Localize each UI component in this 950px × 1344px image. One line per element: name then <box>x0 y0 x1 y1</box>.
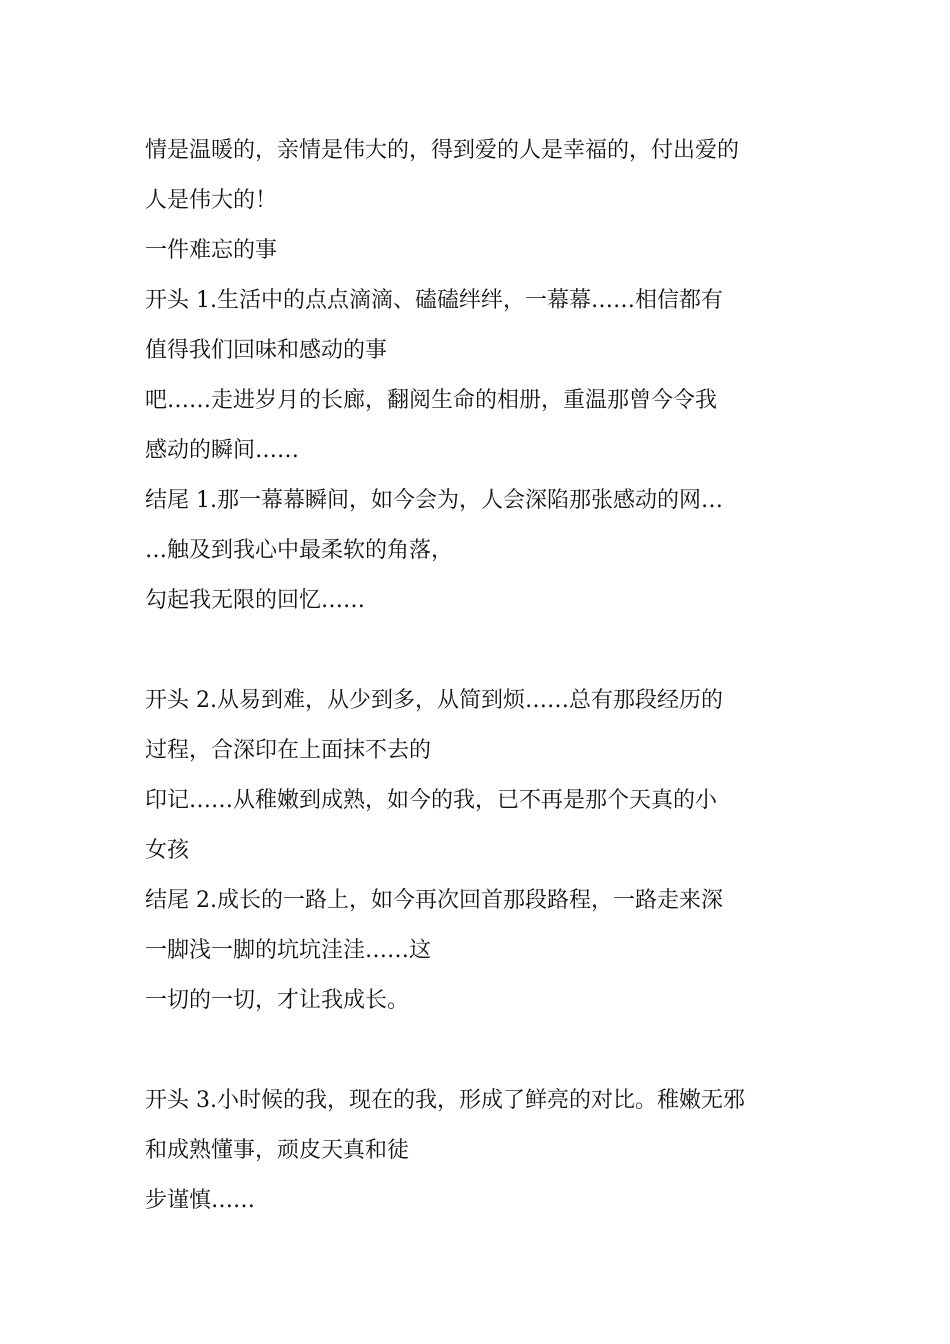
text-line: 印记……从稚嫩到成熟，如今的我，已不再是那个天真的小 <box>145 788 718 813</box>
text-line: …触及到我心中最柔软的角落， <box>145 538 454 563</box>
text-line: 过程，合深印在上面抹不去的 <box>145 738 432 763</box>
text-line: 人是伟大的！ <box>145 188 278 213</box>
text-line: 步谨慎…… <box>145 1188 256 1213</box>
document-body <box>145 126 815 1226</box>
text-line: 女孩 <box>145 838 190 863</box>
paragraph-gap <box>145 1026 815 1076</box>
text-line: 感动的瞬间…… <box>145 438 300 463</box>
text-line: 开头 1.生活中的点点滴滴、磕磕绊绊，一幕幕……相信都有 <box>145 288 723 313</box>
text-line: 一切的一切，才让我成长。 <box>145 988 410 1013</box>
text-line: 结尾 2.成长的一路上，如今再次回首那段路程，一路走来深 <box>145 888 723 913</box>
text-line: 开头 3.小时候的我，现在的我，形成了鲜亮的对比。稚嫩无邪 <box>145 1088 745 1113</box>
paragraph-gap <box>145 626 815 676</box>
text-line: 情是温暖的，亲情是伟大的，得到爱的人是幸福的，付出爱的 <box>145 138 740 163</box>
text-line: 和成熟懂事，顽皮天真和徒 <box>145 1138 410 1163</box>
text-line: 吧……走进岁月的长廊，翻阅生命的相册，重温那曾今令我 <box>145 388 718 413</box>
text-line: 勾起我无限的回忆…… <box>145 588 366 613</box>
text-line: 一脚浅一脚的坑坑洼洼……这 <box>145 938 432 963</box>
text-line: 结尾 1.那一幕幕瞬间，如今会为，人会深陷那张感动的网… <box>145 488 723 513</box>
text-line: 值得我们回味和感动的事 <box>145 338 388 363</box>
section-title: 一件难忘的事 <box>145 238 278 263</box>
text-line: 开头 2.从易到难，从少到多，从简到烦……总有那段经历的 <box>145 688 723 713</box>
